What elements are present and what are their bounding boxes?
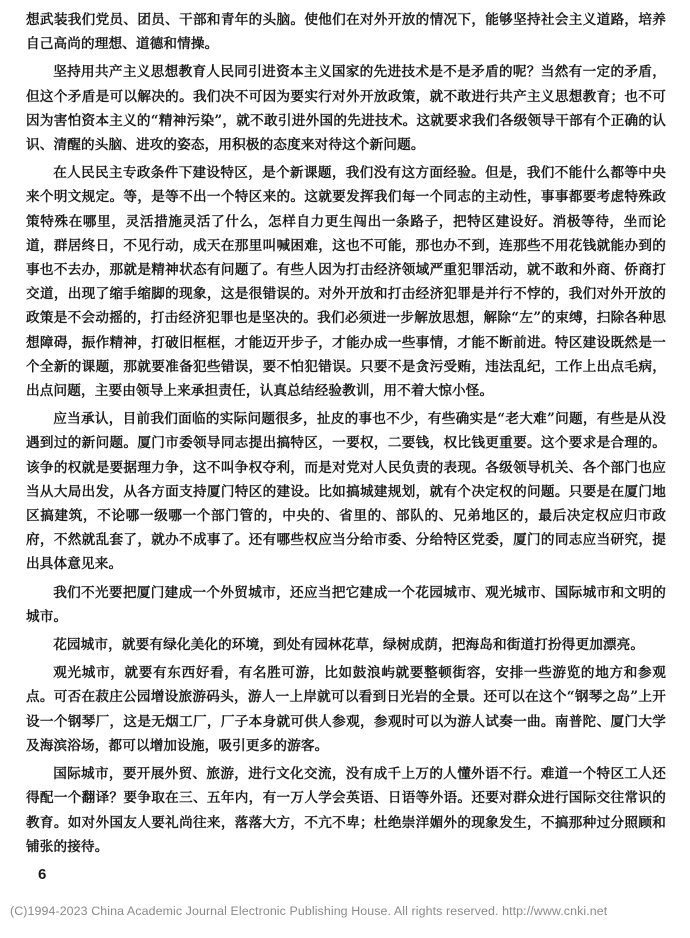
page-number: 6 — [38, 866, 47, 883]
copyright-footer: (C)1994-2023 China Academic Journal Electronic Publishing House. All rights reserved. http://www.cnki.net — [10, 904, 608, 918]
paragraph-6: 花园城市，就要有绿化美化的环境，到处有园林花草，绿树成荫，把海岛和街道打扮得更加漂亮。 — [53, 637, 645, 654]
paragraph-5: 我们不光要把厦门建成一个外贸城市，还应当把它建成一个花园城市、观光城市、国际城市和文明的城市。 — [26, 584, 666, 625]
paragraph-1: 想武装我们党员、团员、干部和青年的头脑。使他们在对外开放的情况下，能够坚持社会主义道路，培养自己高尚的理想、道德和情操。 — [26, 12, 666, 53]
document-page — [26, 8, 666, 859]
paragraph-7: 观光城市，就要有东西好看，有名胜可游，比如鼓浪屿就要整顿街容，安排一些游览的地方和参观点。可否在菽庄公园增设旅游码头，游人一上岸就可以看到日光岩的全景。还可以在这个“钢琴之岛”上开设一个钢琴厂，这是无烟工厂，厂子本身就可供人参观，参观时可以为游人试奏一曲。南普陀、厦门大学及海滨浴场，都可以增加设施，吸引更多的游客。 — [26, 665, 666, 754]
paragraph-2: 坚持用共产主义思想教育人民同引进资本主义国家的先进技术是不是矛盾的呢？当然有一定的矛盾，但这个矛盾是可以解决的。我们决不可因为要实行对外开放政策，就不敢进行共产主义思想教育；也不可因为害怕资本主义的“精神污染”，就不敢引进外国的先进技术。这就要求我们各级领导干部有个正确的认识、清醒的头脑、进攻的姿态，用积极的态度来对待这个新问题。 — [26, 64, 666, 154]
paragraph-4: 应当承认，目前我们面临的实际问题很多，扯皮的事也不少，有些确实是“老大难”问题，有些是从没遇到过的新问题。厦门市委领导同志提出搞特区，一要权，二要钱，权比钱更重要。这个要求是合理的。该争的权就是要据理力争，这不叫争权夺利，而是对党对人民负责的表现。各级领导机关、各个部门也应当从大局出发，从各方面支持厦门特区的建设。比如搞城建规划，就有个决定权的问题。只要是在厦门地区搞建筑，不论哪一级哪一个部门管的，中央的、省里的、部队的、兄弟地区的，最后决定权应归市政府，不然就乱套了，就办不成事了。还有哪些权应当分给市委、分给特区党委，厦门的同志应当研究，提出具体意见来。 — [26, 411, 666, 573]
paragraph-3: 在人民民主专政条件下建设特区，是个新课题，我们没有这方面经验。但是，我们不能什么都等中央来个明文规定。等，是等不出一个特区来的。这就要发挥我们每一个同志的主动性，事事都要考虑特殊政策特殊在哪里，灵活措施灵活了什么，怎样自力更生闯出一条路子，把特区建设好。消极等待，坐而论道，群居终日，不见行动，成天在那里叫喊困难，这也不可能，那也办不到，连那些不用花钱就能办到的事也不去办，那就是精神状态有问题了。有些人因为打击经济领域严重犯罪活动，就不敢和外商、侨商打交道，出现了缩手缩脚的现象，这是很错误的。对外开放和打击经济犯罪是并行不悖的，我们对外开放的政策是不会动摇的，打击经济犯罪也是坚决的。我们必须进一步解放思想，解除“左”的束缚，扫除各种思想障碍，振作精神，打破旧框框，才能迈开步子，才能办成一些事情，才能不断前进。特区建设既然是一个全新的课题，那就要准备犯些错误，要不怕犯错误。只要不是贪污受贿，违法乱纪，工作上出点毛病，出点问题，主要由领导上来承担责任，认真总结经验教训，用不着大惊小怪。 — [26, 165, 666, 400]
paragraph-8: 国际城市，要开展外贸、旅游，进行文化交流，没有成千上万的人懂外语不行。难道一个特区工人还得配一个翻译？要争取在三、五年内，有一万人学会英语、日语等外语。还要对群众进行国际交往常识的教育。如对外国友人要礼尚往来，落落大方，不亢不卑；杜绝崇洋媚外的现象发生，不搞那种过分照顾和铺张的接待。 — [26, 766, 666, 855]
